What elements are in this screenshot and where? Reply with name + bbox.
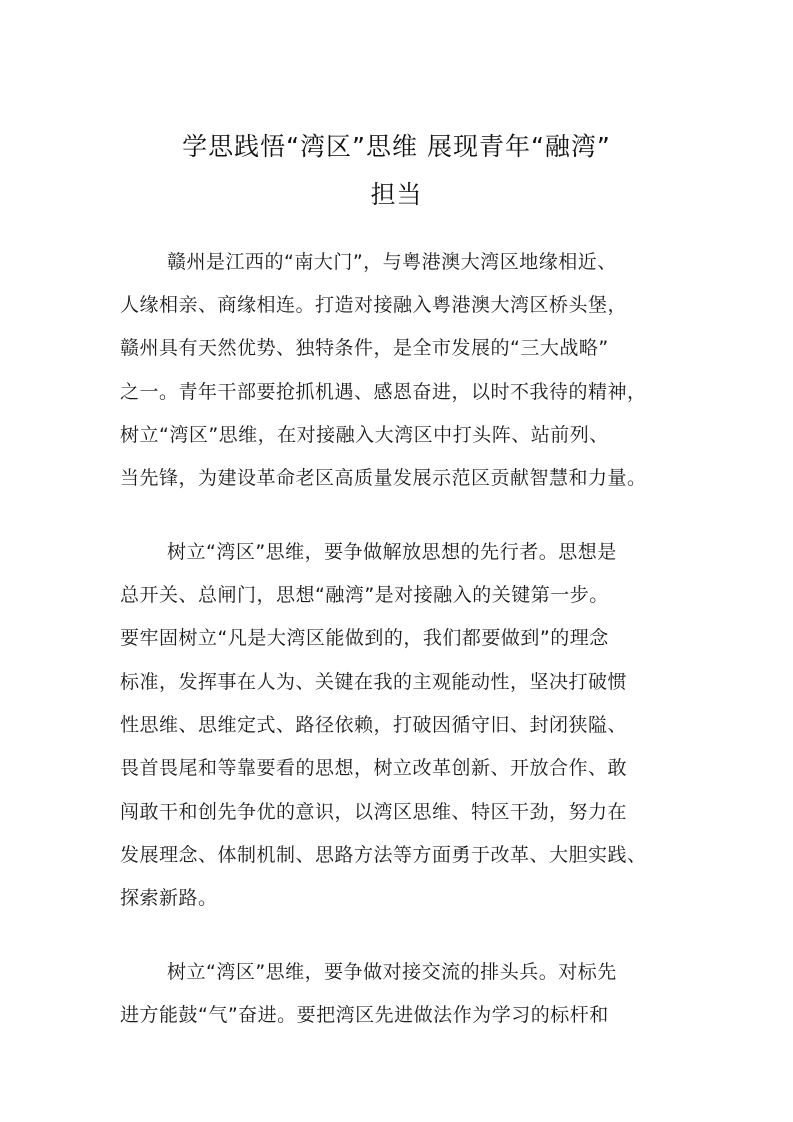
document-title-line-1: 学思践悟“湾区”思维 展现青年“融湾” (182, 132, 611, 161)
paragraph-2-line-6: 畏首畏尾和等靠要看的思想，树立改革创新、开放合作、敢 (120, 757, 628, 779)
paragraph-1-line-4: 之一。青年干部要抢抓机遇、感恩奋进，以时不我待的精神， (120, 381, 647, 403)
paragraph-2-line-3: 要牢固树立“凡是大湾区能做到的，我们都要做到”的理念 (120, 627, 609, 649)
paragraph-3-line-2: 进方能鼓“气”奋进。要把湾区先进做法作为学习的标杆和 (120, 1004, 609, 1026)
paragraph-1-line-1: 赣州是江西的“南大门”，与粤港澳大湾区地缘相近、 (167, 251, 617, 273)
paragraph-1-line-6: 当先锋，为建设革命老区高质量发展示范区贡献智慧和力量。 (120, 467, 647, 489)
paragraph-1-line-2: 人缘相亲、商缘相连。打造对接融入粤港澳大湾区桥头堡， (120, 294, 628, 316)
paragraph-2-line-9: 探索新路。 (120, 887, 218, 909)
paragraph-2-line-4: 标准，发挥事在人为、关键在我的主观能动性，坚决打破惯 (120, 671, 628, 693)
paragraph-2-line-1: 树立“湾区”思维，要争做解放思想的先行者。思想是 (167, 541, 617, 563)
paragraph-2-line-2: 总开关、总闸门，思想“融湾”是对接融入的关键第一步。 (120, 584, 609, 606)
paragraph-2-line-5: 性思维、思维定式、路径依赖，打破因循守旧、封闭狭隘、 (120, 714, 628, 736)
paragraph-2-line-8: 发展理念、体制机制、思路方法等方面勇于改革、大胆实践、 (120, 844, 647, 866)
paragraph-1-line-5: 树立“湾区”思维，在对接融入大湾区中打头阵、站前列、 (120, 424, 609, 446)
paragraph-1-line-3: 赣州具有天然优势、独特条件，是全市发展的“三大战略” (120, 337, 609, 359)
document-title-line-2: 担当 (370, 180, 423, 209)
paragraph-3-line-1: 树立“湾区”思维，要争做对接交流的排头兵。对标先 (167, 961, 617, 983)
paragraph-2-line-7: 闯敢干和创先争优的意识，以湾区思维、特区干劲，努力在 (120, 801, 628, 823)
